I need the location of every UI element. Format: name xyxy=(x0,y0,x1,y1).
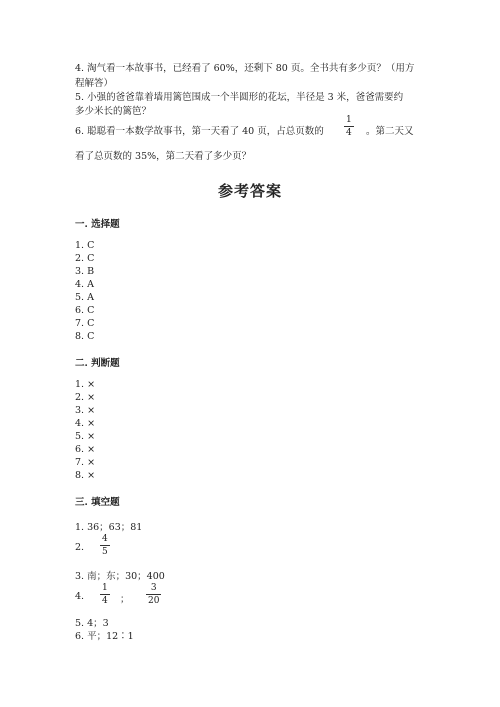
fraction-denominator: 4 xyxy=(346,128,352,138)
fill-blank-answer-2-label: 2. xyxy=(75,542,85,553)
question-4-line-2: 程解答） xyxy=(75,78,114,89)
fraction-bar xyxy=(344,126,354,127)
answer-list-item: 5. × xyxy=(75,431,96,442)
fill-blank-answer-4-label: 4. xyxy=(75,591,85,602)
fraction-denominator: 4 xyxy=(102,596,108,606)
question-5-line-1: 5. 小强的爸爸靠着墙用篱笆围成一个半圆形的花坛，半径是 3 米，爸爸需要约 xyxy=(75,92,404,103)
fill-blank-answer-2-fraction xyxy=(100,535,110,557)
fraction-numerator: 1 xyxy=(102,583,108,593)
answer-list-item: 8. C xyxy=(75,331,95,342)
fraction-bar xyxy=(100,545,110,546)
question-6-line-1-end: 。第二天又 xyxy=(366,126,414,137)
fill-blank-answer-1: 1. 36；63；81 xyxy=(75,522,143,533)
question-6-line-2: 看了总页数的 35%，第二天看了多少页？ xyxy=(75,151,252,162)
answer-list-item: 4. × xyxy=(75,418,96,429)
answer-list-item: 7. C xyxy=(75,318,95,329)
fraction-bar xyxy=(146,594,161,595)
answer-list-item: 5. A xyxy=(75,292,94,303)
section-2-heading: 二. 判断题 xyxy=(75,358,120,369)
question-6-line-1: 6. 聪聪看一本数学故事书，第一天看了 40 页，占总页数的 xyxy=(75,126,324,137)
section-3-heading: 三. 填空题 xyxy=(75,497,120,508)
fraction-bar xyxy=(100,594,110,595)
answer-list-item: 3. B xyxy=(75,266,95,277)
fraction-numerator: 4 xyxy=(102,534,108,544)
answer-list-item: 6. C xyxy=(75,305,95,316)
fill-blank-answer-4-fraction-1 xyxy=(100,584,110,606)
fill-blank-answer-5: 5. 4；3 xyxy=(75,618,109,629)
question-4-line-1: 4. 淘气看一本故事书，已经看了 60%，还剩下 80 页。全书共有多少页？（用方 xyxy=(75,63,415,74)
answer-list-item: 2. C xyxy=(75,253,95,264)
answer-list-item: 7. × xyxy=(75,457,96,468)
answer-list-item: 4. A xyxy=(75,279,94,290)
fill-blank-answer-3: 3. 南；东；30；400 xyxy=(75,571,165,582)
question-6-fraction xyxy=(344,116,354,138)
question-5-line-2: 多少米长的篱笆？ xyxy=(75,106,152,117)
answer-list-item: 2. × xyxy=(75,392,96,403)
answer-list-item: 8. × xyxy=(75,470,96,481)
fill-blank-answer-6: 6. 平；12∶1 xyxy=(75,631,134,642)
section-1-heading: 一. 选择题 xyxy=(75,219,120,230)
answer-list-item: 1. × xyxy=(75,379,96,390)
fraction-numerator: 1 xyxy=(346,115,352,125)
answer-list-item: 3. × xyxy=(75,405,96,416)
fill-blank-answer-4-separator: ； xyxy=(120,594,130,605)
fill-blank-answer-4-fraction-2 xyxy=(146,584,161,606)
answer-list-item: 1. C xyxy=(75,240,95,251)
fraction-denominator: 5 xyxy=(102,547,108,557)
fraction-numerator: 3 xyxy=(150,583,157,593)
answer-list-item: 6. × xyxy=(75,444,96,455)
answers-title: 参考答案 xyxy=(217,182,282,200)
fraction-denominator: 20 xyxy=(148,596,160,606)
